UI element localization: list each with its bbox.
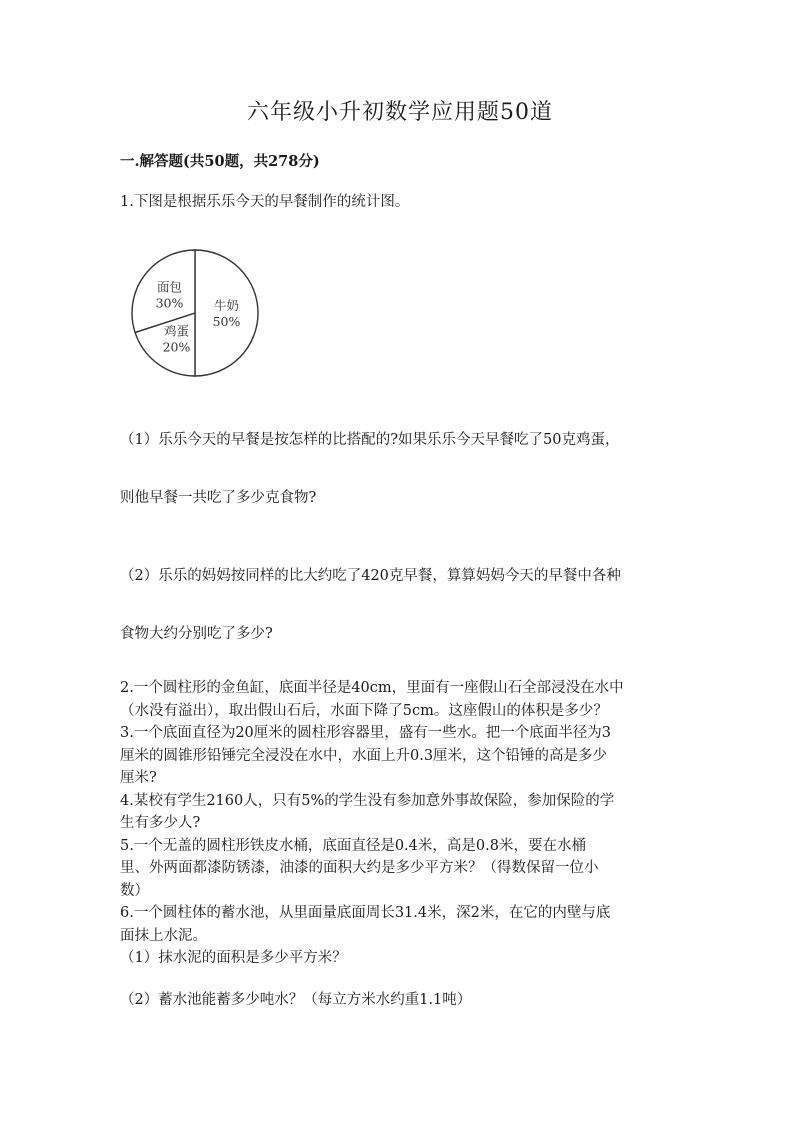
pie-slice-label: 牛奶 [213,298,240,313]
question-line: 5.一个无盖的圆柱形铁皮水桶，底面直径是0.4米，高是0.8米，要在水桶 [120,837,586,854]
question-line: 6.一个圆柱体的蓄水池，从里面量底面周长31.4米，深2米，在它的内壁与底 [120,905,611,921]
pie-slice-0 [195,250,258,376]
pie-slice-value-label: 50% [212,314,241,329]
question-6-part-1: （1）抹水泥的面积是多少平方米？ [120,950,347,966]
question-1-part-1-line-2: 则他早餐一共吃了多少克食物? [120,490,317,506]
pie-slice-value-label: 20% [162,339,191,355]
question-line: 厘米? [120,770,157,786]
pie-slices [132,250,258,376]
pie-slice-value-label: 30% [155,295,184,311]
pie-slice-label: 鸡蛋 [163,323,189,339]
breakfast-pie-chart [120,238,270,388]
pie-slice-label: 面包 [157,279,183,295]
question-1-part-2-line-1: （2）乐乐的妈妈按同样的比大约吃了420克早餐，算算妈妈今天的早餐中各种 [120,568,621,584]
questions-2-to-6 [120,677,685,947]
question-line: 2.一个圆柱形的金鱼缸，底面半径是40cm，里面有一座假山石全部浸没在水中 [120,680,624,696]
section-heading: 一.解答题(共50题，共278分) [120,153,320,170]
page-title: 六年级小升初数学应用题50道 [247,100,553,125]
question-line: 里、外两面都漆防锈漆，油漆的面积大约是多少平方米？（得数保留一位小 [120,860,599,876]
question-line: 4.某校有学生2160人，只有5%的学生没有参加意外事故保险，参加保险的学 [120,792,615,809]
question-line: 3.一个底面直径为20厘米的圆柱形容器里，盛有一些水。把一个底面半径为3 [120,725,612,741]
question-line: （水没有溢出），取出假山石后，水面下降了5cm。这座假山的体积是多少？ [120,702,608,719]
question-1-stem: 1.下图是根据乐乐今天的早餐制作的统计图。 [120,194,410,210]
question-line: 厘米的圆锥形铅锤完全浸没在水中，水面上升0.3厘米，这个铅锤的高是多少 [120,747,608,764]
question-line: 面抹上水泥。 [120,927,207,944]
question-1-part-2-line-2: 食物大约分别吃了多少? [120,626,273,642]
question-line: 数） [120,882,149,899]
question-1-part-1-line-1: （1）乐乐今天的早餐是按怎样的比搭配的?如果乐乐今天早餐吃了50克鸡蛋， [120,432,620,448]
question-6-part-2: （2）蓄水池能蓄多少吨水？（每立方米水约重1.1吨） [120,992,472,1008]
question-line: 生有多少人? [120,815,201,831]
